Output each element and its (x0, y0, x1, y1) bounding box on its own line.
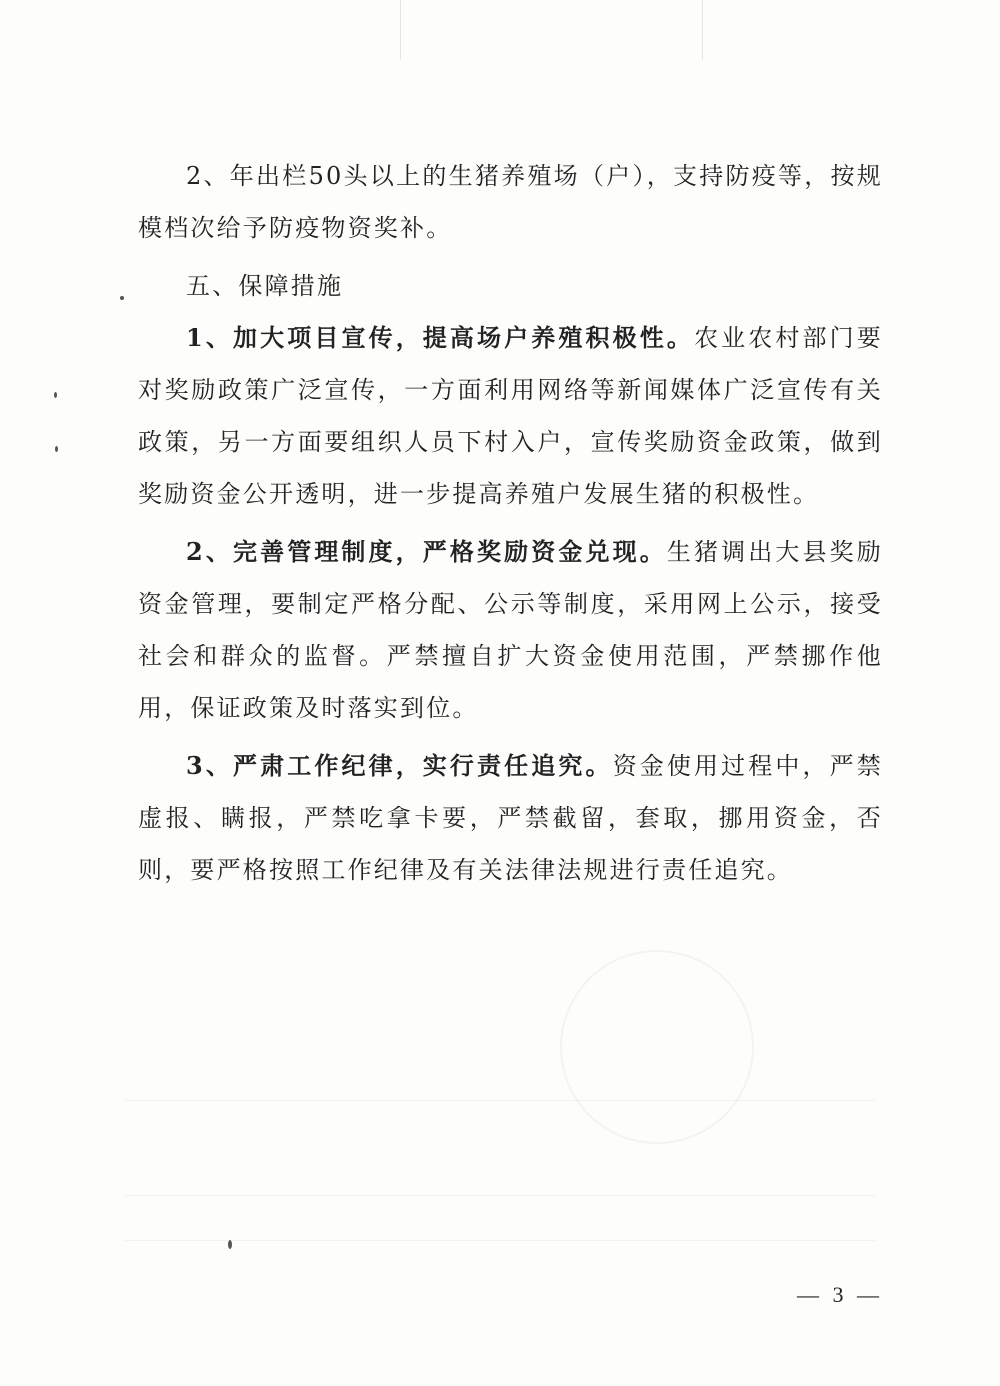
item-2-paragraph: 2、年出栏50头以上的生猪养殖场（户），支持防疫等，按规模档次给予防疫物资奖补。 (138, 162, 883, 242)
bleed-through-seal (560, 950, 754, 1144)
scan-fold-line (702, 0, 703, 60)
document-body (138, 150, 883, 896)
scan-fold-line (400, 0, 401, 60)
bleed-through-rule (125, 1195, 875, 1196)
scan-speck (228, 1240, 232, 1249)
measure-1-body: 农业农村部门要对奖励政策广泛宣传，一方面利用网络等新闻媒体广泛宣传有关政策，另一方面要组织人员下村入户，宣传奖励资金政策，做到奖励资金公开透明，进一步提高养殖户发展生猪的积极性。 (138, 324, 884, 508)
scan-speck (120, 296, 124, 300)
scan-speck (54, 392, 57, 398)
scan-speck (55, 446, 58, 452)
measure-3-title: 3、严肃工作纪律，实行责任追究。 (186, 751, 613, 780)
measure-1-paragraph (138, 312, 883, 520)
bleed-through-rule (125, 1240, 875, 1241)
bleed-through-rule (125, 1100, 875, 1101)
measure-3-body: 资金使用过程中，严禁虚报、瞒报，严禁吃拿卡要，严禁截留，套取，挪用资金，否则，要严格按照工作纪律及有关法律法规进行责任追究。 (138, 752, 884, 884)
measure-3-paragraph (138, 740, 883, 896)
section-five-heading: 五、保障措施 (186, 272, 344, 300)
measure-2-body: 生猪调出大县奖励资金管理，要制定严格分配、公示等制度，采用网上公示，接受社会和群众的监督。严禁擅自扩大资金使用范围，严禁挪作他用，保证政策及时落实到位。 (138, 538, 883, 722)
measure-1-title: 1、加大项目宣传，提高场户养殖积极性。 (186, 323, 695, 352)
page-number: — 3 — (797, 1282, 883, 1307)
measure-2-title: 2、完善管理制度，严格奖励资金兑现。 (186, 537, 667, 566)
measure-2-paragraph (138, 526, 883, 734)
